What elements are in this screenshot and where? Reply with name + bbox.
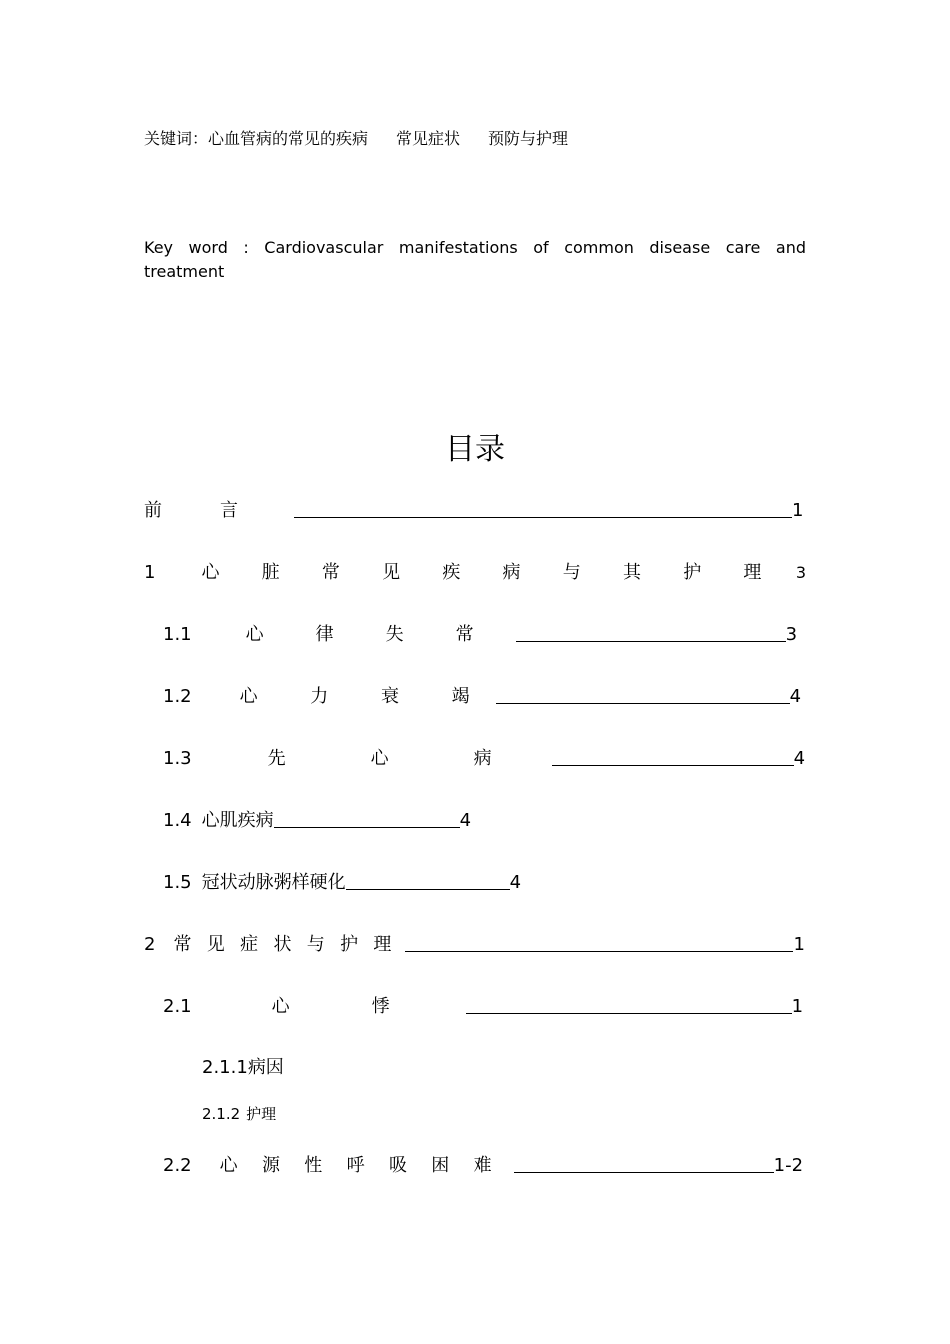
toc-page: 4 (459, 810, 472, 831)
toc-char: 言 (220, 500, 238, 521)
toc-char: 脏 (261, 562, 280, 583)
toc-char: 心 (370, 748, 389, 769)
toc-char: 竭 (451, 686, 470, 707)
toc-title: 目录 (445, 432, 505, 467)
toc-leader (496, 703, 790, 704)
toc-leader (274, 827, 460, 828)
toc-entry-2-2[interactable] (163, 1151, 806, 1177)
toc-entry-title (220, 1151, 492, 1177)
keywords-cn-label: 关键词： (144, 129, 209, 148)
toc-page: 1 (792, 500, 804, 521)
toc-page: 4 (793, 748, 806, 769)
toc-char: 与 (306, 934, 325, 955)
toc-page: 1 (793, 934, 805, 955)
toc-number: 1.4 (163, 810, 192, 831)
toc-char: 其 (622, 562, 641, 583)
toc-char: 心 (271, 996, 290, 1017)
keywords-cn (144, 126, 568, 149)
toc-char: 难 (473, 1155, 492, 1176)
toc-char: 性 (304, 1155, 323, 1176)
toc-entry-1-4[interactable] (163, 806, 471, 832)
toc-number: 1 (144, 562, 156, 583)
toc-char: 力 (310, 686, 329, 707)
toc-char: 心 (219, 1155, 238, 1176)
toc-page: 1-2 (773, 1155, 804, 1176)
toc-entry-1-3[interactable] (163, 744, 806, 770)
toc-entry-2-1-1[interactable] (202, 1053, 284, 1079)
toc-entry-1-1[interactable] (163, 620, 806, 646)
toc-entry-title: 心肌疾病 (201, 810, 274, 831)
toc-entry-title: 病因 (247, 1057, 284, 1078)
toc-char: 衰 (380, 686, 399, 707)
toc-char: 状 (273, 934, 292, 955)
toc-char: 常 (321, 562, 340, 583)
toc-number: 1.2 (163, 686, 192, 707)
toc-char: 护 (340, 934, 359, 955)
toc-number: 2.1 (163, 996, 192, 1017)
toc-page: 3 (795, 563, 806, 582)
toc-number: 1.5 (163, 872, 192, 893)
toc-char: 护 (683, 562, 702, 583)
toc-char: 病 (502, 562, 521, 583)
toc-char: 症 (240, 934, 259, 955)
toc-number: 2.1.2 (202, 1105, 241, 1123)
toc-page: 4 (789, 686, 802, 707)
toc-page: 3 (785, 624, 798, 645)
toc-entry-title (272, 992, 390, 1018)
toc-entry-title (246, 620, 474, 646)
keyword-item: 预防与护理 (488, 129, 569, 148)
toc-entry-preface[interactable] (144, 496, 806, 522)
toc-entry-title (268, 744, 492, 770)
toc-char: 理 (743, 562, 762, 583)
toc-leader (405, 951, 793, 952)
toc-leader (516, 641, 786, 642)
keyword-item: 心血管病的常见的疾病 (208, 129, 369, 148)
toc-leader (466, 1013, 792, 1014)
toc-char: 律 (315, 624, 334, 645)
toc-char: 常 (455, 624, 474, 645)
toc-char: 心 (245, 624, 264, 645)
toc-char: 心 (201, 562, 220, 583)
toc-entry-1-5[interactable] (163, 868, 521, 894)
toc-char: 源 (261, 1155, 280, 1176)
toc-char: 疾 (442, 562, 461, 583)
toc-char: 见 (382, 562, 401, 583)
toc-leader (294, 517, 792, 518)
toc-entry-title (144, 496, 238, 522)
toc-entry-title: 护理 (246, 1105, 277, 1123)
toc-number: 1.3 (163, 748, 192, 769)
toc-entry-title: 冠状动脉粥样硬化 (201, 872, 346, 893)
keyword-item: 常见症状 (396, 129, 461, 148)
toc-leader (514, 1172, 774, 1173)
toc-page: 4 (509, 872, 522, 893)
toc-char: 呼 (346, 1155, 365, 1176)
toc-entry-1-2[interactable] (163, 682, 806, 708)
toc-char: 与 (562, 562, 581, 583)
toc-leader (346, 889, 510, 890)
toc-number: 2 (144, 934, 156, 955)
toc-entry-title (173, 930, 391, 956)
toc-number: 2.2 (163, 1155, 192, 1176)
toc-char: 失 (385, 624, 404, 645)
toc-char: 理 (373, 934, 392, 955)
toc-char: 常 (173, 934, 192, 955)
toc-number: 1.1 (163, 624, 192, 645)
toc-char: 困 (431, 1155, 450, 1176)
toc-char: 见 (206, 934, 225, 955)
toc-leader (552, 765, 794, 766)
toc-char: 病 (473, 748, 492, 769)
toc-entry-title (240, 682, 470, 708)
toc-entry-title (201, 558, 761, 584)
toc-page: 1 (791, 996, 804, 1017)
toc-char: 先 (267, 748, 286, 769)
toc-char: 吸 (388, 1155, 407, 1176)
toc-entry-1[interactable] (144, 558, 806, 584)
toc-number: 2.1.1 (202, 1057, 248, 1078)
toc-entry-2[interactable] (144, 930, 806, 956)
toc-char: 心 (239, 686, 258, 707)
toc-entry-2-1-2[interactable] (202, 1103, 276, 1124)
keywords-en: Key word : Cardiovascular manifestations of common disease care and treatment (144, 238, 806, 281)
toc-char: 悸 (371, 996, 390, 1017)
toc-char: 前 (144, 500, 162, 521)
toc-entry-2-1[interactable] (163, 992, 806, 1018)
